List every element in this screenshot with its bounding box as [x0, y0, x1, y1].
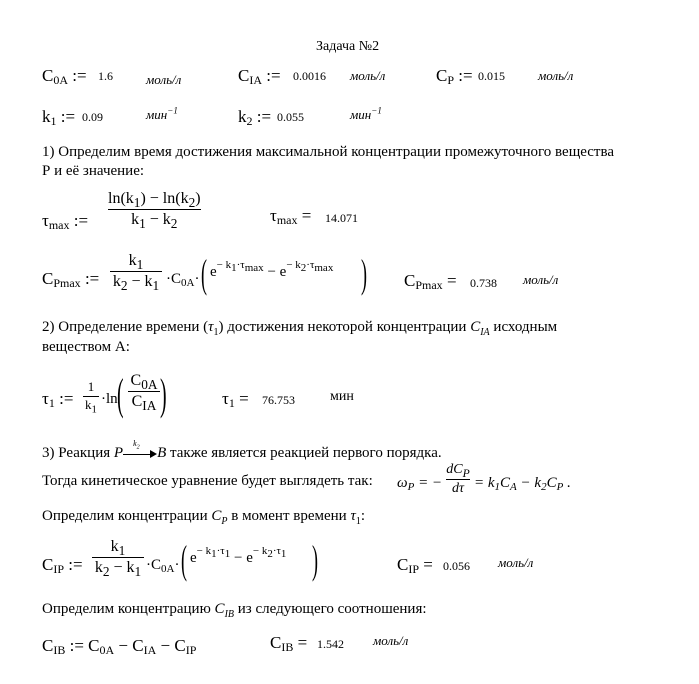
param-k2-value: 0.055: [277, 110, 304, 124]
cpmax-fraction: $k_1$ $k_2 - k_1$: [110, 252, 162, 292]
param-cia-unit: моль/л: [350, 68, 386, 83]
cip-exponent-expr: $e^{- k_1\cdot\tau_1} - e^{- k_2\cdot\tau_1}$: [190, 545, 287, 566]
param-cia-label: $C_{IA}$ :=: [238, 66, 281, 87]
kinetic-rhs: = $k_1C_A - k_2C_P$ .: [474, 475, 571, 493]
cip-expression: $\cdot C_{0A}\cdot$: [146, 557, 180, 575]
cpmax-label: $C_{Pmax}$ :=: [42, 269, 100, 290]
cib-formula: $C_{IB}$ := $C_{0A} - C_{IA} - C_{IP}$: [42, 636, 197, 657]
cpmax-result-label: $C_{Pmax}$ =: [404, 271, 457, 292]
cpmax-result-unit: моль/л: [523, 272, 559, 287]
param-c0a-label: $C_{0A}$ :=: [42, 66, 87, 87]
param-cp-label: $C_P$ :=: [436, 66, 473, 87]
section-3-concentration-text: Определим концентрации $C_P$ в момент времени $\tau_1$:: [42, 508, 365, 527]
tau1-paren-close: ): [160, 370, 167, 419]
cip-result-label: $C_{IP}$ =: [397, 555, 433, 576]
section-2-subheading: веществом А:: [42, 339, 130, 355]
tau-max-fraction: $\ln(k_1) - \ln(k_2)$ $k_1 - k_2$: [108, 190, 201, 232]
kinetic-fraction: $dC_P$ dτ: [446, 462, 470, 497]
cib-result-label: $C_{IB}$ =: [270, 633, 308, 654]
tau1-fraction: 1 $k_1$: [83, 380, 99, 413]
param-cp-unit: моль/л: [538, 68, 574, 83]
section-1-subheading: Р и её значение:: [42, 163, 145, 179]
cib-result-value: 1.542: [317, 637, 344, 651]
cip-paren-close: ): [312, 537, 318, 582]
param-k1-unit: мин$^{-1}$: [146, 105, 178, 122]
cip-fraction: $k_1$ $k_2 - k_1$: [92, 538, 144, 578]
section-3-relation-text: Определим концентрацию $C_{IB}$ из следующего соотношения:: [42, 601, 427, 620]
cpmax-paren-open: (: [201, 251, 207, 296]
param-c0a-unit: моль/л: [146, 72, 182, 87]
tau-max-result-value: 14.071: [325, 211, 358, 225]
cpmax-paren-close: ): [361, 251, 367, 296]
param-k1-label: $k_1$ :=: [42, 107, 76, 128]
tau1-inner-fraction: $C_{0A}$ $C_{IA}$: [128, 372, 160, 412]
tau1-paren-open: (: [117, 370, 124, 419]
tau1-ln: ·ln: [101, 391, 118, 407]
tau1-result-unit: мин: [330, 389, 354, 404]
cip-result-value: 0.056: [443, 559, 470, 573]
section-2-heading: 2) Определение времени $(\tau_1)$ достижения некоторой концентрации $C_{IA}$ исходным: [42, 319, 558, 338]
reaction-arrow: $k_2$: [123, 449, 157, 459]
section-3-kinetic-text: Тогда кинетическое уравнение будет выглядеть так:: [42, 473, 373, 489]
cip-result-unit: моль/л: [498, 555, 534, 570]
kinetic-lhs: $\omega_P$ = −: [397, 475, 443, 493]
cip-paren-open: (: [181, 537, 187, 582]
tau-max-result-label: $\tau_{max}$ =: [270, 206, 312, 227]
cpmax-expression: $\cdot C_{0A}\cdot$: [166, 271, 200, 289]
tau1-result-label: $\tau_1$ =: [222, 389, 249, 410]
cip-label: $C_{IP}$ :=: [42, 555, 83, 576]
cpmax-result-value: 0.738: [470, 276, 497, 290]
cpmax-exponent-expr: $e^{- k_1\cdot\tau_{max}} - e^{- k_2\cdot\tau_{max}}$: [210, 259, 334, 280]
param-k2-label: $k_2$ :=: [238, 107, 272, 128]
cib-result-unit: моль/л: [373, 633, 409, 648]
param-cia-value: 0.0016: [293, 69, 326, 83]
tau1-label: $\tau_1$ :=: [42, 389, 74, 410]
param-cp-value: 0.015: [478, 69, 505, 83]
param-k1-value: 0.09: [82, 110, 103, 124]
section-1-heading: 1) Определим время достижения максимальной концентрации промежуточного вещества: [42, 144, 615, 160]
param-k2-unit: мин$^{-1}$: [350, 105, 382, 122]
page-title: Задача №2: [316, 39, 380, 54]
tau1-result-value: 76.753: [262, 393, 295, 407]
section-3-heading: 3) Реакция P $k_2$ B также является реакцией первого порядка.: [42, 438, 442, 461]
param-c0a-value: 1.6: [98, 69, 113, 83]
tau-max-label: $\tau_{max}$ :=: [42, 211, 89, 232]
